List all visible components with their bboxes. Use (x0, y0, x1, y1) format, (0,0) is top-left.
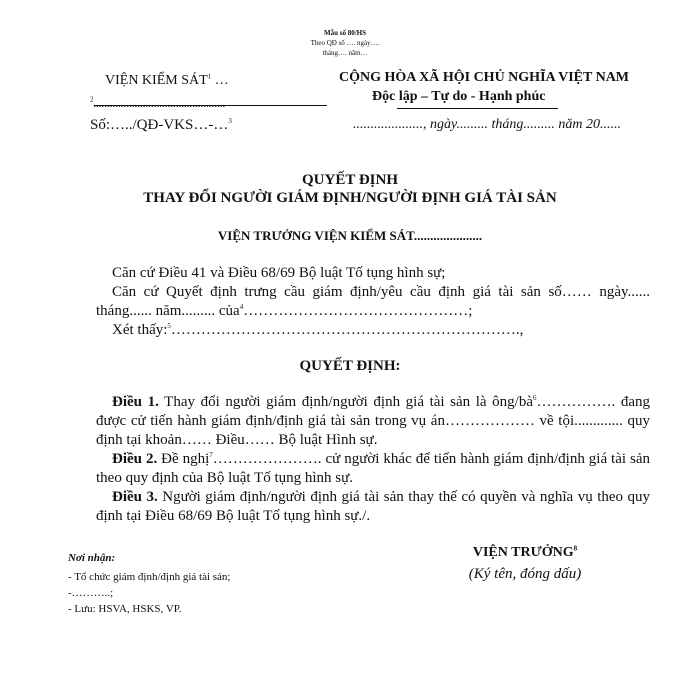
sub-agency-line: $^2$................................................ (90, 95, 225, 110)
recipients-list (68, 569, 230, 617)
form-decision-ref: Theo QĐ số …. ngày…. (310, 39, 380, 47)
form-reference (290, 28, 400, 58)
recipients-title: Nơi nhận: (68, 552, 116, 564)
agency-underline (94, 105, 327, 106)
form-number: Mẫu số 80/HS (323, 29, 366, 37)
document-number: Số:…../QĐ-VKS…-…$^3$ (90, 117, 232, 133)
basis-paragraph-1: Căn cứ Điều 41 và Điều 68/69 Bộ luật Tố tụng hình sự; (112, 265, 446, 281)
basis-paragraph-2: Căn cứ Quyết định trưng cầu giám định/yêu cầu định giá tài sản số…… ngày...... tháng...... năm......... của$^4$………………………………………; (96, 284, 650, 319)
place-date: ...................., ngày......... tháng......... năm 20...... (353, 117, 621, 132)
recipient-item: - Tổ chức giám định/định giá tài sản; (68, 571, 231, 583)
consideration-paragraph: Xét thấy:$^5$……………………………………………………………., (112, 322, 524, 338)
document-subtitle: THAY ĐỔI NGƯỜI GIÁM ĐỊNH/NGƯỜI ĐỊNH GIÁ TÀI SẢN (143, 190, 557, 206)
agency-name: VIỆN KIỂM SÁT$^1$ … (105, 72, 229, 88)
article-1: Điều 1. Thay đổi người giám định/người định giá tài sản là ông/$bà^6\dots\dots\dots\dots\dots$. đang được cử tiến hành giám định/định giá tài sản trong vụ án……………… về tội............. quy định tại khoản…… Điều…… Bộ luật Hình sự. (96, 394, 650, 448)
document-title: QUYẾT ĐỊNH (302, 172, 398, 188)
national-title: CỘNG HÒA XÃ HỘI CHỦ NGHĨA VIỆT NAM (339, 70, 630, 85)
article-2: Điều 2. Đề nghị$^7$…………………. cử người khác để tiến hành giám định/định giá tài sản theo quy định của Bộ luật Tố tụng hình sự. (96, 451, 651, 486)
form-decision-date: tháng…. năm… (322, 49, 368, 57)
signature-note: (Ký tên, đóng dấu) (468, 566, 582, 582)
signature-title: VIỆN TRƯỞNG$^8$ (472, 544, 578, 560)
article-3: Điều 3. Người giám định/người định giá tài sản thay thế có quyền và nghĩa vụ theo quy định tại Điều 68/69 Bộ luật Tố tụng hình sự./. (96, 489, 651, 524)
recipient-item: - Lưu: HSVA, HSKS, VP. (68, 603, 182, 615)
decision-heading: QUYẾT ĐỊNH: (299, 358, 401, 374)
national-motto: Độc lập – Tự do - Hạnh phúc (372, 89, 546, 104)
issuer-heading: VIỆN TRƯỞNG VIỆN KIỂM SÁT..................... (217, 228, 483, 243)
motto-underline (397, 108, 558, 109)
recipient-item: -………..; (68, 587, 114, 599)
